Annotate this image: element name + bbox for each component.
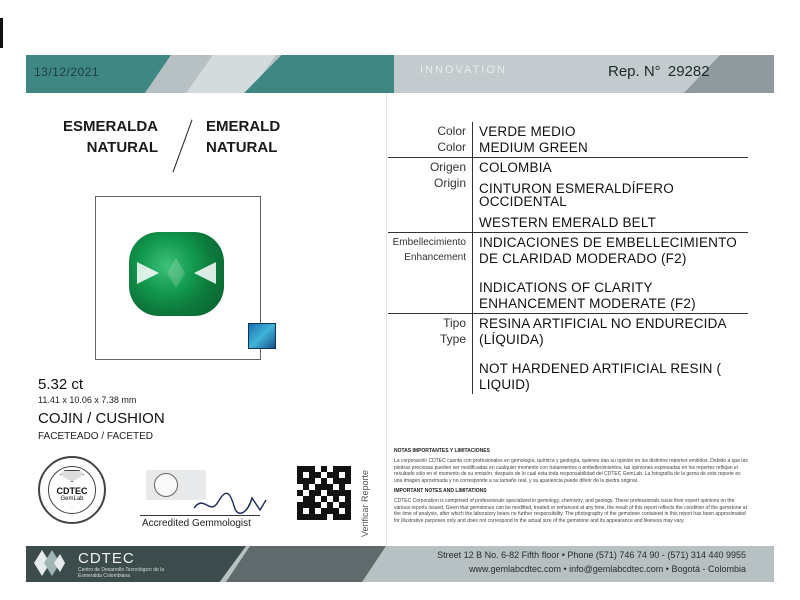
notes-body-en: CDTEC Corporation is comprised of professionals specialized in gemology, chemistry, and geology. These professionals issue their expert opinions on the various reports issued. Given that gemstones can be modified, treated or enhanced at any time, the result of this report reflects the condition of the gemstone at the time of analysis, after which the laboratory bears no further responsibility. The photography of the gemstone contained in this report has been approximated for illustrative purposes only and does not correspond to the actual size of the gemstone and its appearance and likeness may vary. (394, 498, 747, 524)
title-es-line1: ESMERALDA (62, 118, 158, 135)
title-english (206, 116, 280, 158)
footer-address: Street 12 B No. 6-82 Fifth floor • Phone (571) 746 74 90 - (571) 314 440 9955 (437, 550, 746, 560)
color-label-es: Color (437, 124, 466, 138)
seal-sub: GemLab (60, 496, 84, 502)
report-number (608, 63, 713, 80)
notes-heading-en: IMPORTANT NOTES AND LIMITATIONS (394, 488, 487, 495)
enhancement-label-es: Embellecimiento (392, 237, 466, 248)
seal-name: CDTEC (56, 486, 88, 496)
title-en-line2: NATURAL (206, 139, 278, 156)
carat-weight: 5.32 ct (38, 376, 84, 393)
footer-brand: CDTEC (78, 550, 135, 567)
dimensions: 11.41 x 10.06 x 7.38 mm (38, 395, 137, 405)
gem-photo-frame (95, 196, 261, 360)
report-date: 13/12/2021 (34, 65, 100, 79)
faceting: FACETEADO / FACETED (38, 431, 154, 442)
facet-highlight-right (194, 262, 216, 284)
enhancement-value-en: INDICATIONS OF CLARITY ENHANCEMENT MODERATE (F2) (479, 280, 696, 311)
emerald-photo (129, 232, 224, 316)
notes-block (394, 446, 749, 528)
report-number-label: Rep. N° (608, 63, 661, 80)
facet-highlight-center (167, 258, 185, 288)
origin-belt-en: WESTERN EMERALD BELT (479, 214, 657, 230)
row-origin (388, 158, 748, 233)
color-value-en: MEDIUM GREEN (479, 139, 588, 155)
title-divider (172, 120, 192, 173)
type-values (472, 314, 748, 394)
color-labels (388, 122, 472, 157)
enhancement-gap (479, 266, 748, 280)
notes-heading-es: NOTAS IMPORTANTES Y LIMITACIONES (394, 448, 490, 454)
qr-code[interactable] (297, 466, 351, 520)
enhancement-label-en: Enhancement (404, 252, 466, 263)
origin-label-es: Origen (429, 160, 466, 174)
gemlab-seal (38, 456, 106, 524)
type-label-es: Tipo (443, 316, 466, 330)
origin-labels (388, 158, 472, 232)
signature-icon (190, 488, 270, 516)
cut-shape: COJIN / CUSHION (38, 410, 165, 427)
origin-country: COLOMBIA (479, 160, 552, 175)
type-value-es: RESINA ARTIFICIAL NO ENDURECIDA (LÍQUIDA) (479, 316, 727, 347)
signature-line (140, 515, 260, 516)
title-es-line2: NATURAL (86, 139, 158, 156)
origin-label-en: Origin (433, 175, 466, 190)
row-type (388, 314, 748, 394)
sticker-seal-icon (154, 473, 178, 497)
color-label-en: Color (437, 139, 466, 154)
footer-contacts[interactable]: www.gemlabcdtec.com • info@gemlabcdtec.com • Bogotá - Colombia (468, 564, 746, 574)
center-fold (386, 93, 387, 545)
color-value-es: VERDE MEDIO (479, 124, 576, 139)
title-en-line1: EMERALD (206, 118, 281, 135)
scan-edge-mark (0, 18, 3, 48)
row-color (388, 122, 748, 158)
type-value-en: NOT HARDENED ARTIFICIAL RESIN ( LIQUID) (479, 361, 722, 392)
facet-highlight-left (137, 262, 159, 284)
type-gap (479, 347, 748, 361)
enhancement-value-es: INDICACIONES DE EMBELLECIMIENTO DE CLARIDAD MODERADO (F2) (479, 235, 737, 266)
row-enhancement (388, 233, 748, 314)
signature-label: Accredited Gemmologist (142, 518, 251, 529)
footer-band-mid (226, 546, 386, 582)
origin-belt-es: CINTURON ESMERALDÍFERO OCCIDENTAL (479, 180, 674, 209)
color-values (472, 122, 748, 157)
properties-table (388, 122, 748, 394)
enhancement-values (472, 233, 748, 313)
notes-body-es: La corporación CDTEC cuenta con profesionales en gemología, química y geología, quienes dan su opinión en los distintos reportes emitidos. Debido a que las piedras preciosas pueden ser modificadas en cualquier momento con tratamientos o embellecimientos, las opiniones expresadas en los reportes reflejan el resultado sólo en el momento de su emisión, después de lo cual esta toda responsabilidad del CDTEC GemLab. La fotografía de la gema de este reporte es una imagen aproximada y no corresponde a su tamaño real, y su apariencia puede diferir de la piedra original. (394, 458, 748, 484)
footer-tagline: Centro de Desarrollo Tecnológico de la Esmeralda Colombiana (78, 567, 165, 579)
title-spanish (48, 116, 158, 158)
type-label-en: Type (439, 331, 466, 346)
enhancement-labels (388, 233, 472, 313)
report-number-value: 29282 (667, 63, 710, 80)
verify-report-label: Verificar Reporte (360, 469, 370, 537)
origin-values (472, 158, 748, 232)
header-watermark: INNOVATION (420, 64, 507, 76)
type-labels (388, 314, 472, 394)
cdtec-logo-icon (32, 548, 66, 578)
hologram-sticker-icon (248, 323, 276, 349)
